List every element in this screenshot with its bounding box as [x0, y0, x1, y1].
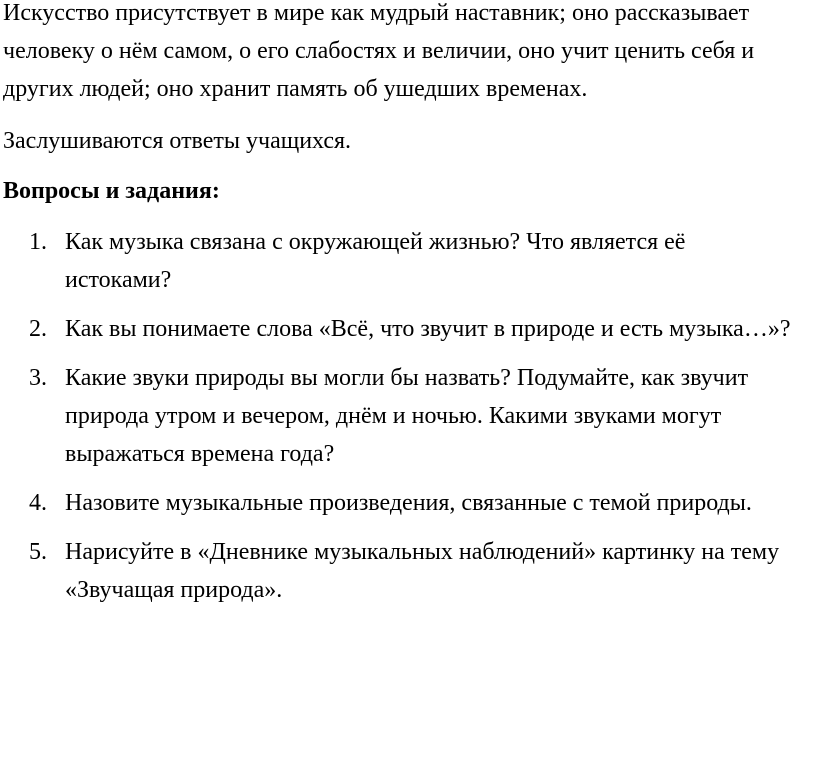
- list-item: [3, 223, 796, 299]
- list-item-text: Как музыка связана с окружающей жизнью? Что является её истоками?: [65, 229, 686, 293]
- list-item-number: 1.: [29, 229, 47, 255]
- list-item-text: Назовите музыкальные произведения, связанные с темой природы.: [65, 490, 752, 516]
- answers-paragraph: Заслушиваются ответы учащихся.: [3, 128, 352, 154]
- list-item-text: Нарисуйте в «Дневнике музыкальных наблюдений» картинку на тему «Звучащая природа».: [65, 539, 780, 603]
- list-item-number: 5.: [29, 539, 47, 565]
- list-item-number: 4.: [29, 490, 47, 516]
- list-item: [3, 484, 796, 522]
- list-item-number: 3.: [29, 365, 47, 391]
- list-item-text: Какие звуки природы вы могли бы назвать? Подумайте, как звучит природа утром и вечером, днём и ночью. Какими звуками могут выражаться времена года?: [65, 365, 749, 467]
- list-item: [3, 359, 796, 473]
- list-item: [3, 533, 796, 609]
- questions-list: [3, 223, 796, 609]
- list-item: [3, 310, 796, 348]
- list-item-text: Как вы понимаете слова «Всё, что звучит в природе и есть музыка…»?: [65, 316, 791, 342]
- list-item-number: 2.: [29, 316, 47, 342]
- intro-paragraph: Искусство присутствует в мире как мудрый наставник; оно рассказывает человеку о нём самом, о его слабостях и величии, оно учит ценить себя и других людей; оно хранит память об ушедших временах.: [3, 0, 755, 102]
- section-heading: Вопросы и задания:: [3, 178, 220, 204]
